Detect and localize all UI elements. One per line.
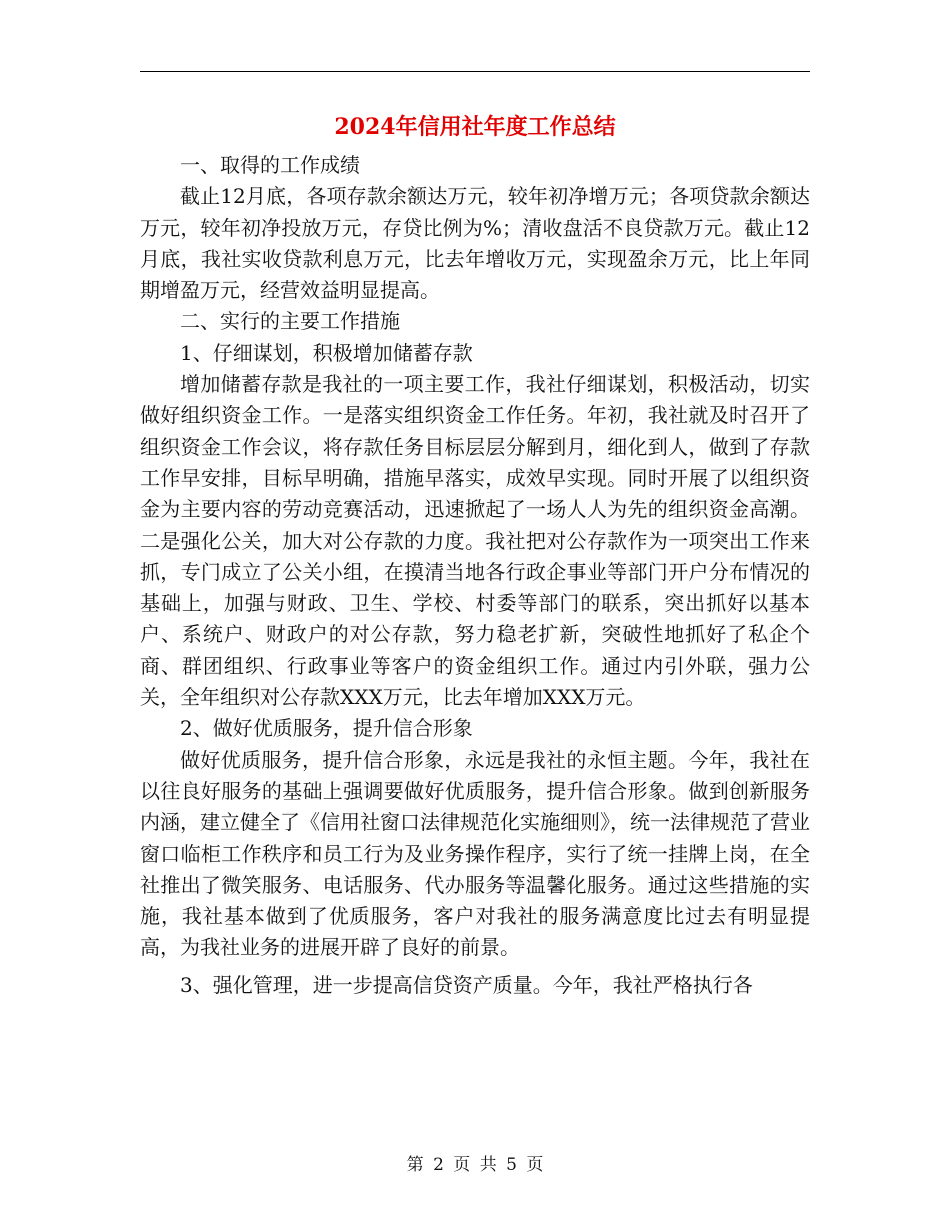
section-heading-measures: 二、实行的主要工作措施 [180,309,400,334]
paragraph-achievements: 截止12月底，各项存款余额达万元，较年初净增万元；各项贷款余额达万元，较年初净投放万元，存贷比例为%；清收盘活不良贷款万元。截止12月底，我社实收贷款利息万元，比去年增收万元，实现盈余万元，比上年同期增盈万元，经营效益明显提高。 [140,184,810,303]
subheading-service: 2、做好优质服务，提升信合形象 [180,716,473,741]
paragraph-service: 做好优质服务，提升信合形象，永远是我社的永恒主题。今年，我社在以往良好服务的基础上强调要做好优质服务，提升信合形象。做到创新服务内涵，建立健全了《信用社窗口法律规范化实施细则》，统一法律规范了营业窗口临柜工作秩序和员工行为及业务操作程序，实行了统一挂牌上岗，在全社推出了微笑服务、电话服务、代办服务等温馨化服务。通过这些措施的实施，我社基本做到了优质服务，客户对我社的服务满意度比过去有明显提高，为我社业务的进展开辟了良好的前景。 [140,747,810,960]
subheading-deposits: 1、仔细谋划，积极增加储蓄存款 [180,340,473,365]
paragraph-management: 3、强化管理，进一步提高信贷资产质量。今年，我社严格执行各 [180,972,753,997]
paragraph-deposits: 增加储蓄存款是我社的一项主要工作，我社仔细谋划，积极活动，切实做好组织资金工作。一是落实组织资金工作任务。年初，我社就及时召开了组织资金工作会议，将存款任务目标层层分解到月，细化到人，做到了存款工作早安排，目标早明确，措施早落实，成效早实现。同时开展了以组织资金为主要内容的劳动竞赛活动，迅速掀起了一场人人为先的组织资金高潮。二是强化公关，加大对公存款的力度。我社把对公存款作为一项突出工作来抓，专门成立了公关小组，在摸清当地各行政企事业等部门开户分布情况的基础上，加强与财政、卫生、学校、村委等部门的联系，突出抓好以基本户、系统户、财政户的对公存款，努力稳老扩新，突破性地抓好了私企个商、群团组织、行政事业等客户的资金组织工作。通过内引外联，强力公关，全年组织对公存款XXX万元，比去年增加XXX万元。 [140,372,810,710]
page-footer: 第 2 页 共 5 页 [406,1155,544,1175]
header-rule [140,71,810,72]
document-title: 2024年信用社年度工作总结 [334,114,616,140]
section-heading-achievements: 一、取得的工作成绩 [180,153,360,177]
document-body [140,150,810,1001]
